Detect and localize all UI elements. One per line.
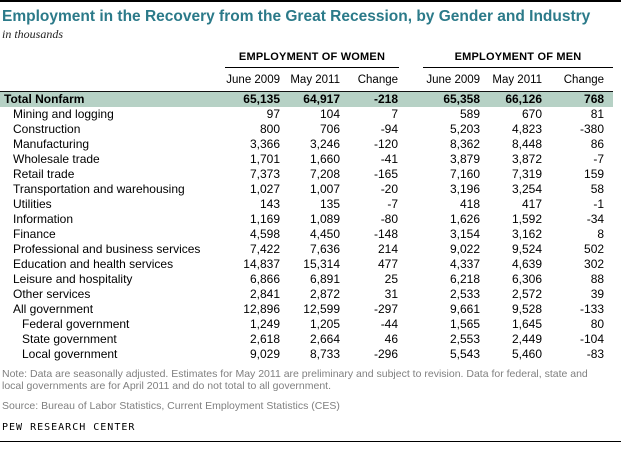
men-may-2011-value: 4,823 [512,122,543,136]
table-row [0,227,613,242]
men-change-value: 88 [590,272,605,286]
men-group-header-cell [399,51,613,68]
women-june-2009-value: 4,598 [249,227,280,241]
table-row [0,92,613,108]
men-may-2011-value: 3,872 [512,152,543,166]
row-label: State government [22,332,117,346]
column-group-header-row [0,51,613,68]
table-row [0,197,613,212]
top-rule [0,0,621,2]
table-row [0,242,613,257]
women-june-2009-value: 143 [259,197,280,211]
women-change-value: -297 [374,302,399,316]
men-change-value: -380 [580,122,605,136]
women-may-2011-value: 2,872 [309,287,340,301]
table-row [0,287,613,302]
men-may-2011-value: 3,254 [512,182,543,196]
table-row [0,137,613,152]
men-change-value: -133 [580,302,605,316]
men-june-2009-value: 1,626 [450,212,481,226]
men-june-2009-value: 1,565 [450,317,481,331]
women-june-2009-value: 97 [266,107,280,121]
men-change-value: 39 [590,287,605,301]
note-text: Note: Data are seasonally adjusted. Estimates for May 2011 are preliminary and subject to revision. Data for federal, state and local governments are for April 2011 and do not total to all government. [2,368,588,392]
women-change-value: 46 [384,332,399,346]
row-label: Leisure and hospitality [13,272,133,286]
women-june-2009-header: June 2009 [226,74,280,86]
men-change-value: 768 [543,92,613,108]
table-row [0,257,613,272]
column-header-row [0,68,613,92]
men-june-2009-value: 3,154 [450,227,481,241]
source-text: Source: Bureau of Labor Statistics, Current Employment Statistics (CES) [2,400,340,412]
women-change-value: 214 [378,242,399,256]
men-may-2011-value: 5,460 [512,347,543,361]
women-change-value: -165 [374,167,399,181]
men-june-2009-value: 8,362 [450,137,481,151]
women-change-value: -44 [380,317,399,331]
row-label: Finance [13,227,56,241]
row-label: Retail trade [13,167,75,181]
women-june-2009-value: 65,135 [225,92,281,108]
men-change-value: -1 [593,197,605,211]
men-may-2011-value: 417 [522,197,543,211]
row-label: Manufacturing [13,137,90,151]
men-june-2009-value: 7,160 [450,167,481,181]
women-may-2011-header: May 2011 [290,74,340,86]
men-change-header: Change [563,74,605,86]
women-june-2009-value: 1,701 [249,152,280,166]
men-june-2009-value: 5,203 [450,122,481,136]
men-may-2011-value: 4,639 [512,257,543,271]
women-june-2009-value: 3,366 [249,137,280,151]
women-june-2009-value: 7,422 [249,242,280,256]
men-may-2011-value: 9,524 [512,242,543,256]
women-change-value: -218 [341,92,399,108]
row-label: All government [13,302,94,316]
men-may-2011-value: 6,306 [512,272,543,286]
units-subtitle: in thousands [2,27,64,41]
men-may-2011-value: 1,645 [512,317,543,331]
women-may-2011-value: 12,599 [303,302,340,316]
men-change-value: -34 [586,212,605,226]
men-june-2009-value: 418 [460,197,481,211]
women-change-value: -20 [380,182,399,196]
women-change-value: -94 [380,122,399,136]
men-june-2009-value: 3,879 [450,152,481,166]
women-june-2009-value: 6,866 [249,272,280,286]
row-label: Transportation and warehousing [13,182,185,196]
table-row [0,182,613,197]
women-june-2009-value: 1,169 [249,212,280,226]
women-change-value: -120 [374,137,399,151]
women-may-2011-value: 135 [319,197,340,211]
women-may-2011-value: 104 [319,107,340,121]
employment-table [0,51,613,362]
men-june-2009-value: 589 [460,107,481,121]
women-june-2009-value: 2,841 [249,287,280,301]
women-change-value: 7 [391,107,399,121]
women-change-value: 25 [384,272,399,286]
men-change-value: 502 [584,242,605,256]
empty-corner-cell [0,51,225,68]
men-june-2009-value: 5,543 [450,347,481,361]
table-row [0,212,613,227]
women-may-2011-value: 7,636 [309,242,340,256]
women-change-value: -296 [374,347,399,361]
women-june-2009-value: 1,027 [249,182,280,196]
women-change-value: -41 [380,152,399,166]
men-may-2011-value: 3,162 [512,227,543,241]
men-may-2011-value: 9,528 [512,302,543,316]
women-may-2011-value: 6,891 [309,272,340,286]
bottom-rule [0,441,621,442]
table-row [0,167,613,182]
men-may-2011-value: 2,572 [512,287,543,301]
women-june-2009-value: 7,373 [249,167,280,181]
men-may-2011-header: May 2011 [492,74,543,86]
men-change-value: -83 [586,347,605,361]
row-label: Other services [13,287,91,301]
men-change-value: 86 [590,137,605,151]
page-title: Employment in the Recovery from the Great Recession, by Gender and Industry [2,8,591,25]
group-header-men: EMPLOYMENT OF MEN [423,51,613,68]
row-label: Education and health services [13,257,174,271]
men-june-2009-value: 3,196 [450,182,481,196]
men-may-2011-value: 7,319 [512,167,543,181]
women-change-value: 31 [384,287,399,301]
row-label: Information [13,212,74,226]
women-may-2011-value: 706 [319,122,340,136]
table-row [0,152,613,167]
men-june-2009-value: 2,553 [450,332,481,346]
men-june-2009-value: 2,533 [450,287,481,301]
row-label: Utilities [13,197,52,211]
men-may-2011-value: 66,126 [481,92,543,108]
men-june-2009-value: 9,661 [450,302,481,316]
women-may-2011-value: 1,205 [309,317,340,331]
row-label: Construction [13,122,81,136]
men-change-value: 8 [597,227,605,241]
women-may-2011-value: 15,314 [303,257,340,271]
men-change-value: 81 [590,107,605,121]
men-change-value: 159 [584,167,605,181]
women-group-header-cell [225,51,399,68]
row-label: Local government [22,347,118,361]
men-may-2011-value: 1,592 [512,212,543,226]
pew-research-center-wordmark: PEW RESEARCH CENTER [2,422,136,433]
women-june-2009-value: 14,837 [243,257,280,271]
women-june-2009-value: 800 [259,122,280,136]
women-may-2011-value: 8,733 [309,347,340,361]
row-label: Total Nonfarm [0,92,225,108]
men-change-value: 58 [590,182,605,196]
row-label: Wholesale trade [13,152,100,166]
table-row [0,317,613,332]
men-june-2009-value: 65,358 [399,92,481,108]
row-label: Mining and logging [13,107,114,121]
row-label: Professional and business services [13,242,201,256]
table-row [0,107,613,122]
women-may-2011-value: 1,089 [309,212,340,226]
table-row [0,122,613,137]
women-may-2011-value: 7,208 [309,167,340,181]
women-change-header: Change [357,74,399,86]
men-change-value: 80 [590,317,605,331]
table-row [0,347,613,362]
women-change-value: -7 [387,197,399,211]
women-change-value: -148 [374,227,399,241]
men-change-value: 302 [584,257,605,271]
men-change-value: -104 [580,332,605,346]
women-june-2009-value: 2,618 [249,332,280,346]
women-may-2011-value: 2,664 [309,332,340,346]
women-june-2009-value: 12,896 [243,302,280,316]
women-change-value: -80 [380,212,399,226]
men-june-2009-value: 9,022 [450,242,481,256]
men-may-2011-value: 8,448 [512,137,543,151]
women-change-value: 477 [378,257,399,271]
empty-corner-cell [0,68,225,92]
women-june-2009-value: 9,029 [249,347,280,361]
table-row [0,332,613,347]
men-change-value: -7 [593,152,605,166]
men-june-2009-value: 4,337 [450,257,481,271]
women-may-2011-value: 1,007 [309,182,340,196]
group-header-women: EMPLOYMENT OF WOMEN [225,51,399,68]
men-may-2011-value: 670 [522,107,543,121]
table-row [0,272,613,287]
men-june-2009-value: 6,218 [450,272,481,286]
women-may-2011-value: 4,450 [309,227,340,241]
men-june-2009-header: June 2009 [426,74,481,86]
men-may-2011-value: 2,449 [512,332,543,346]
women-may-2011-value: 3,246 [309,137,340,151]
women-may-2011-value: 1,660 [309,152,340,166]
row-label: Federal government [22,317,130,331]
table-row [0,302,613,317]
women-june-2009-value: 1,249 [249,317,280,331]
women-may-2011-value: 64,917 [281,92,341,108]
